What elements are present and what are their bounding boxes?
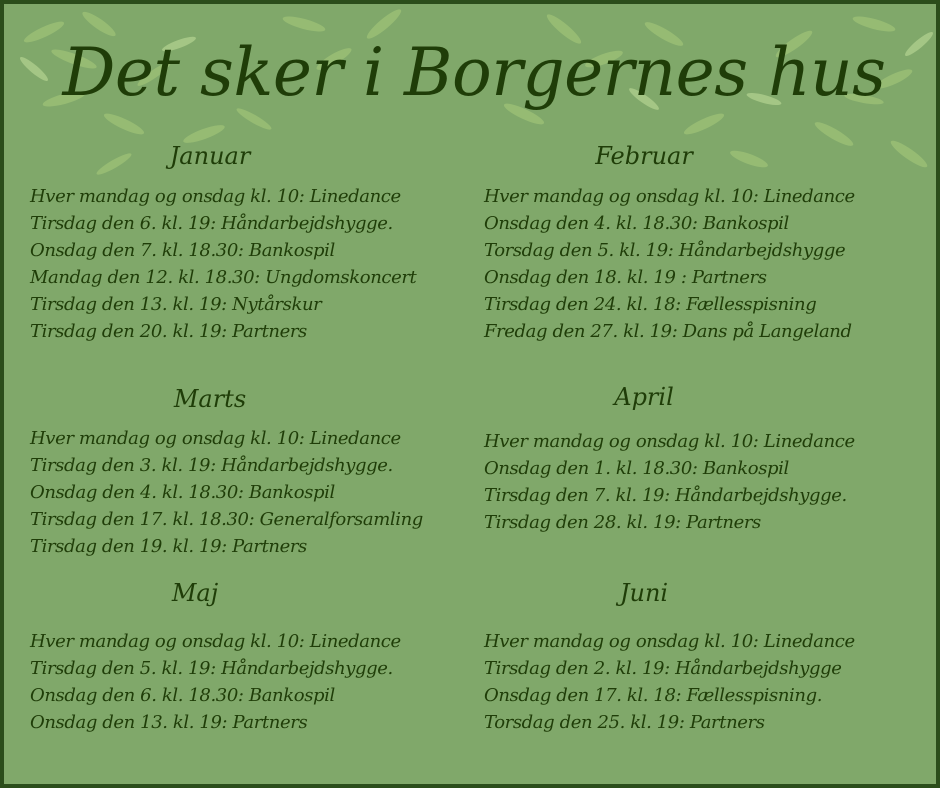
event-item: Fredag den 27. kl. 19: Dans på Langeland <box>484 321 852 342</box>
event-list <box>30 183 416 345</box>
event-item: Onsdag den 18. kl. 19 : Partners <box>484 267 767 288</box>
event-item: Hver mandag og onsdag kl. 10: Linedance <box>484 186 855 207</box>
event-item: Onsdag den 4. kl. 18.30: Bankospil <box>484 213 789 234</box>
event-item: Onsdag den 6. kl. 18.30: Bankospil <box>30 685 335 706</box>
month-heading: Juni <box>619 579 669 607</box>
event-item: Tirsdag den 2. kl. 19: Håndarbejdshygge <box>484 658 842 679</box>
month-heading: Marts <box>173 385 247 413</box>
event-item: Hver mandag og onsdag kl. 10: Linedance <box>484 631 855 652</box>
event-list <box>30 425 423 560</box>
event-item: Tirsdag den 6. kl. 19: Håndarbejdshygge. <box>30 213 393 234</box>
poster-title: Det sker i Borgernes hus <box>62 34 886 111</box>
event-item: Mandag den 12. kl. 18.30: Ungdomskoncert <box>30 267 417 288</box>
month-heading: Maj <box>171 579 219 607</box>
month-heading: Februar <box>595 142 693 170</box>
event-item: Hver mandag og onsdag kl. 10: Linedance <box>30 186 401 207</box>
event-item: Onsdag den 4. kl. 18.30: Bankospil <box>30 482 335 503</box>
event-item: Tirsdag den 5. kl. 19: Håndarbejdshygge. <box>30 658 393 679</box>
month-heading: Januar <box>169 142 251 170</box>
event-item: Tirsdag den 3. kl. 19: Håndarbejdshygge. <box>30 455 393 476</box>
event-item: Tirsdag den 24. kl. 18: Fællesspisning <box>484 294 817 315</box>
event-item: Onsdag den 7. kl. 18.30: Bankospil <box>30 240 335 261</box>
event-list <box>484 428 855 536</box>
event-item: Tirsdag den 20. kl. 19: Partners <box>30 321 307 342</box>
event-item: Tirsdag den 17. kl. 18.30: Generalforsamling <box>30 509 423 530</box>
event-item: Onsdag den 13. kl. 19: Partners <box>30 712 308 733</box>
event-item: Tirsdag den 19. kl. 19: Partners <box>30 536 307 557</box>
month-heading: April <box>614 383 674 411</box>
event-list <box>484 628 855 736</box>
event-item: Torsdag den 5. kl. 19: Håndarbejdshygge <box>484 240 846 261</box>
event-item: Onsdag den 1. kl. 18.30: Bankospil <box>484 458 789 479</box>
event-item: Tirsdag den 7. kl. 19: Håndarbejdshygge. <box>484 485 847 506</box>
event-list <box>30 628 401 736</box>
event-item: Hver mandag og onsdag kl. 10: Linedance <box>30 428 401 449</box>
event-list <box>484 183 855 345</box>
event-item: Torsdag den 25. kl. 19: Partners <box>484 712 765 733</box>
event-item: Tirsdag den 13. kl. 19: Nytårskur <box>30 294 322 315</box>
event-item: Hver mandag og onsdag kl. 10: Linedance <box>30 631 401 652</box>
event-item: Tirsdag den 28. kl. 19: Partners <box>484 512 761 533</box>
event-item: Hver mandag og onsdag kl. 10: Linedance <box>484 431 855 452</box>
event-item: Onsdag den 17. kl. 18: Fællesspisning. <box>484 685 823 706</box>
